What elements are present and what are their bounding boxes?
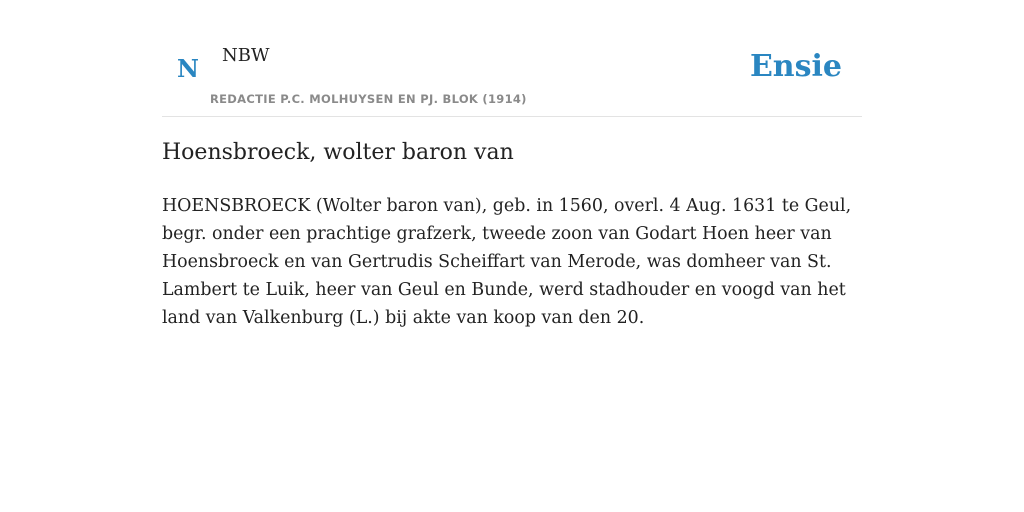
entry-title: Hoensbroeck, wolter baron van [162, 140, 514, 165]
brand-logo[interactable]: Ensie [749, 49, 842, 84]
source-title[interactable]: NBW [222, 45, 270, 66]
source-header [162, 30, 862, 117]
source-logo[interactable]: N [177, 54, 199, 83]
entry-body: HOENSBROECK (Wolter baron van), geb. in 1560, overl. 4 Aug. 1631 te Geul, begr. onder een prachtige grafzerk, tweede zoon van Godart Hoen heer van Hoensbroeck en van Gertrudis Scheiffart van Merode, was domheer van St. Lambert te Luik, heer van Geul en Bunde, werd stadhouder en voogd van het land van Valkenburg (L.) bij akte van koop van den 20. [162, 196, 852, 328]
source-subtitle: REDACTIE P.C. MOLHUYSEN EN PJ. BLOK (1914) [210, 92, 527, 106]
